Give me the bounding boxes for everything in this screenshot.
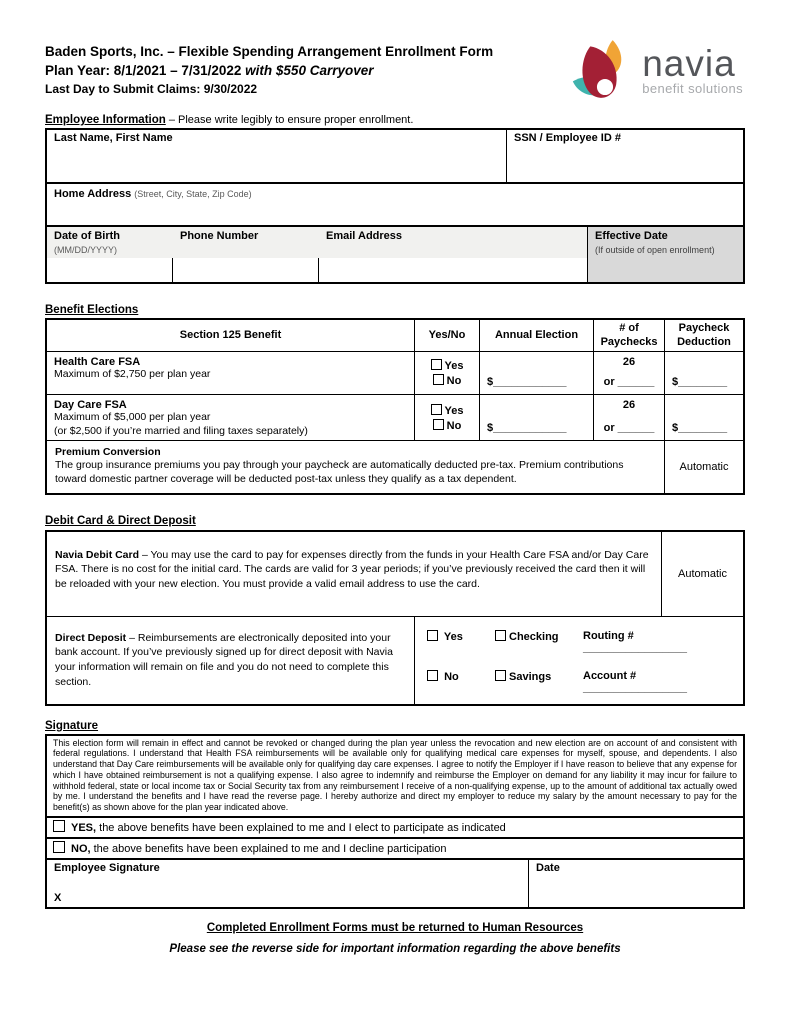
effective-date-label: Effective Date	[595, 230, 668, 242]
date-of-birth-field[interactable]	[47, 227, 173, 282]
health-fsa-yes-checkbox[interactable]	[431, 359, 442, 370]
day-care-fsa-paychecks-cell[interactable]	[594, 395, 665, 441]
day-care-fsa-annual-election-blank[interactable]: $____________	[480, 395, 594, 441]
footer-reverse-side-note: Please see the reverse side for important information regarding the above benefits	[169, 942, 621, 955]
routing-number-blank[interactable]: Routing # _________________	[583, 629, 688, 654]
savings-label: Savings	[509, 670, 552, 683]
day-care-fsa-yes-checkbox[interactable]	[431, 404, 442, 415]
participate-no-bold: NO,	[71, 842, 91, 855]
employee-info-note: – Please write legibly to ensure proper enrollment.	[165, 114, 414, 126]
date-of-birth-input-area[interactable]	[47, 258, 173, 282]
direct-deposit-no-label: No	[444, 670, 459, 683]
navia-logo	[570, 36, 743, 110]
col-header-paychecks: # of Paychecks	[594, 320, 665, 352]
premium-conversion-cell	[47, 441, 665, 492]
health-fsa-paychecks-cell[interactable]	[594, 352, 665, 395]
day-care-fsa-paychecks-value: 26	[622, 399, 636, 411]
participate-no-text: the above benefits have been explained to me and I decline participation	[90, 842, 447, 855]
checking-label: Checking	[509, 630, 559, 643]
phone-number-label: Phone Number	[173, 227, 319, 258]
health-fsa-yes-no-cell	[415, 352, 480, 395]
direct-deposit-title: Direct Deposit	[55, 631, 127, 644]
participate-yes-text: the above benefits have been explained to me and I elect to participate as indicated	[96, 821, 506, 834]
date-of-birth-label: Date of Birth (MM/DD/YYYY)	[47, 227, 173, 258]
form-title: Baden Sports, Inc. – Flexible Spending Arrangement Enrollment Form	[45, 44, 494, 59]
navia-flower-icon	[570, 36, 640, 110]
direct-deposit-text-cell	[47, 617, 415, 704]
day-care-fsa-yes-option[interactable]	[431, 404, 464, 417]
premium-conversion-text: The group insurance premiums you pay through your paycheck are automatically deducted pre-tax. Premium contributions toward domestic partner coverage will be deducted post-tax unless they qualify as a tax dependent.	[55, 459, 624, 486]
participate-yes-bold: YES,	[71, 821, 97, 834]
plan-year-label: Plan Year: 8/1/2021 – 7/31/2022	[45, 62, 242, 78]
debit-card-title: Navia Debit Card	[55, 548, 140, 561]
dob-phone-email-row	[47, 227, 743, 282]
employee-info-heading: Employee Information	[45, 114, 166, 126]
day-care-fsa-no-label: No	[446, 419, 462, 432]
day-care-fsa-yes-no-cell	[415, 395, 480, 441]
benefit-elections-heading-row	[45, 304, 745, 316]
carryover-note: with $550 Carryover	[241, 62, 374, 78]
date-field[interactable]: Date	[536, 861, 560, 874]
health-fsa-max-line: Maximum of $2,750 per plan year	[54, 368, 211, 380]
signature-date-row	[45, 860, 745, 909]
health-fsa-no-label: No	[446, 375, 462, 387]
signature-heading-row	[45, 720, 745, 732]
health-fsa-no-option[interactable]	[433, 374, 462, 387]
health-fsa-benefit-cell	[47, 352, 415, 395]
benefit-elections-table	[45, 318, 745, 495]
form-footer	[45, 922, 745, 955]
col-header-paycheck-deduction: Paycheck Deduction	[665, 320, 743, 352]
logo-text	[642, 43, 743, 97]
employee-signature-label: Employee Signature	[54, 861, 160, 874]
health-fsa-yes-label: Yes	[444, 360, 464, 372]
direct-deposit-yes-label: Yes	[443, 630, 463, 643]
signature-heading: Signature	[45, 719, 99, 732]
signature-legal-text: This election form will remain in effect and cannot be revoked or changed during the plan year unless the revocation and new election are on account of and consistent with federal regulations. I understand that Health FSA reimbursements will be available only for qualifying medical care expenses for myself, spouse, and dependents. I also understand that Day Care reimbursements will be available only for qualifying day care expenses. I agree to notify the Employer if I have reason to believe that any expense for which I have obtained reimbursement is not a qualifying expense. I also agree to indemnify and reimburse the Employer on demand for any liability it may incur for failure to withhold federal, state or local income tax or Social Security tax from any reimbursement I receive of a non-qualifying expense, up to the amount of additional tax actually owed by me. I understand the benefits and I have read the reverse page. I hereby authorize and direct my employer to reduce my salary by the amount necessary to pay for the benefit(s) as shown above for the plan year indicated above.	[45, 734, 745, 818]
day-care-fsa-married-line: (or $2,500 if you’re married and filing taxes separately)	[54, 424, 308, 437]
participate-no-checkbox[interactable]	[53, 841, 65, 853]
direct-deposit-yes-checkbox[interactable]	[427, 630, 438, 641]
debit-card-row	[47, 532, 743, 617]
account-number-blank[interactable]: Account # _________________	[583, 669, 688, 694]
logo-tagline: benefit solutions	[642, 81, 743, 97]
footer-return-instruction: Completed Enrollment Forms must be returned to Human Resources	[206, 921, 584, 934]
email-address-label: Email Address	[319, 227, 587, 258]
health-fsa-no-checkbox[interactable]	[433, 374, 444, 385]
benefit-elections-heading: Benefit Elections	[45, 304, 139, 316]
last-day-line: Last Day to Submit Claims: 9/30/2022	[45, 82, 258, 97]
health-fsa-yes-option[interactable]	[431, 359, 464, 372]
direct-deposit-no-checkbox[interactable]	[427, 670, 438, 681]
signature-x-mark: X	[54, 891, 62, 904]
day-care-fsa-no-option[interactable]	[433, 419, 462, 432]
checking-option[interactable]	[495, 630, 583, 654]
effective-date-field[interactable]	[587, 227, 743, 282]
col-header-yes-no: Yes/No	[415, 320, 480, 352]
home-address-label: Home Address	[54, 188, 135, 200]
email-address-field[interactable]	[319, 227, 587, 282]
day-care-fsa-benefit-cell	[47, 395, 415, 441]
plan-year-line	[45, 62, 493, 81]
participate-no-option[interactable]	[45, 839, 745, 860]
effective-date-note: (If outside of open enrollment)	[595, 244, 715, 255]
health-fsa-title: Health Care FSA	[54, 356, 141, 368]
direct-deposit-yes-option[interactable]	[427, 630, 495, 654]
day-care-fsa-title: Day Care FSA	[54, 399, 127, 411]
employee-info-heading-row	[45, 114, 745, 126]
health-fsa-paychecks-value: 26	[622, 356, 636, 368]
home-address-note: (Street, City, State, Zip Code)	[134, 189, 252, 199]
day-care-fsa-deduction-blank[interactable]: $________	[665, 395, 743, 441]
premium-conversion-automatic: Automatic	[679, 460, 729, 473]
health-fsa-paychecks-or-blank[interactable]: or ______	[603, 376, 655, 388]
form-header	[45, 36, 745, 110]
email-address-input-area[interactable]	[319, 258, 587, 282]
phone-number-field[interactable]	[173, 227, 319, 282]
home-address-field[interactable]	[47, 184, 743, 227]
day-care-fsa-max-line: Maximum of $5,000 per plan year	[54, 411, 211, 423]
logo-name: navia	[642, 43, 736, 84]
premium-conversion-title: Premium Conversion	[55, 446, 161, 459]
debit-card-automatic: Automatic	[678, 567, 727, 580]
day-care-fsa-paychecks-or-blank[interactable]: or ______	[603, 422, 655, 435]
last-first-name-field[interactable]: Last Name, First Name	[47, 130, 507, 182]
employee-signature-field[interactable]	[47, 860, 529, 907]
name-ssn-row	[47, 130, 743, 184]
debit-direct-table	[45, 530, 745, 706]
debit-card-text: – You may use the card to pay for expenses directly from the funds in your Health Care FSA and/or Day Care FSA. There is no cost for the initial card. The cards are valid for 3 year periods; if you’ve previously received the card then it will be reloaded with your new election. You must provide a valid email address to use the card.	[55, 548, 649, 590]
phone-number-input-area[interactable]	[173, 258, 319, 282]
checking-checkbox[interactable]	[495, 630, 506, 641]
employee-info-table	[45, 128, 745, 284]
direct-deposit-row	[47, 617, 743, 704]
debit-direct-heading-row	[45, 515, 745, 527]
day-care-fsa-yes-label: Yes	[444, 404, 464, 417]
savings-option[interactable]	[495, 670, 583, 694]
participate-yes-checkbox[interactable]	[53, 820, 65, 832]
day-care-fsa-no-checkbox[interactable]	[433, 419, 444, 430]
ssn-employee-id-field[interactable]: SSN / Employee ID #	[514, 132, 621, 144]
debit-direct-heading: Debit Card & Direct Deposit	[45, 514, 196, 527]
debit-card-text-cell	[47, 532, 662, 616]
participate-yes-option[interactable]	[45, 818, 745, 839]
savings-checkbox[interactable]	[495, 670, 506, 681]
dob-format-note: (MM/DD/YYYY)	[54, 244, 117, 255]
direct-deposit-no-option[interactable]	[427, 670, 495, 694]
title-block	[45, 36, 493, 98]
col-header-section-125: Section 125 Benefit	[47, 320, 415, 352]
health-fsa-annual-election-blank[interactable]: $____________	[480, 352, 594, 395]
col-header-annual-election: Annual Election	[480, 320, 594, 352]
health-fsa-deduction-blank[interactable]: $________	[665, 352, 743, 395]
direct-deposit-text: – Reimbursements are electronically deposited into your bank account. If you’ve previously signed up for direct deposit with Navia your information will remain on file and you do not need to complete this section.	[55, 631, 393, 688]
direct-deposit-options-cell	[415, 617, 743, 704]
